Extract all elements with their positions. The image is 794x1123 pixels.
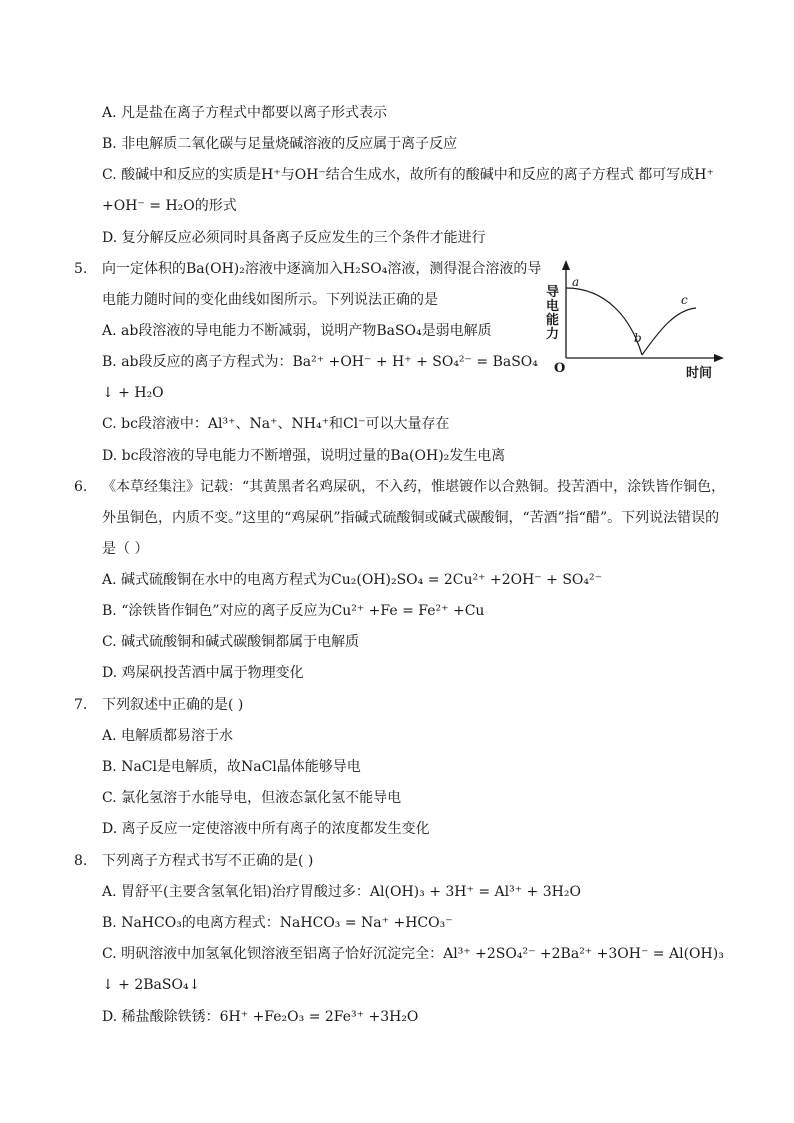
q4-option-c-cont: +OH⁻ = H₂O的形式 (102, 198, 237, 214)
q4-option-d: D. 复分解反应必须同时具备离子反应发生的三个条件才能进行 (102, 230, 486, 246)
graph-y-label-4: 力 (546, 327, 560, 342)
q5-stem-line1: 向一定体积的Ba(OH)₂溶液中逐滴加入H₂SO₄溶液，测得混合溶液的导 (102, 261, 542, 277)
graph-point-c: c (681, 293, 688, 307)
graph-x-label: 时间 (686, 366, 713, 381)
q7-stem: 下列叙述中正确的是( ) (102, 697, 244, 713)
q6-option-d: D. 鸡屎矾投苦酒中属于物理变化 (102, 665, 304, 681)
graph-y-label-1: 导 (546, 285, 560, 300)
graph-y-label-2: 电 (546, 299, 560, 314)
q5-option-b: B. ab段反应的离子方程式为：Ba²⁺ +OH⁻ + H⁺ + SO₄²⁻ = BaSO₄ (102, 354, 538, 370)
conductivity-graph (536, 258, 736, 383)
q8-option-a: A. 胃舒平(主要含氢氧化铝)治疗胃酸过多：Al(OH)₃ + 3H⁺ = Al³⁺ + 3H₂O (102, 884, 581, 900)
q5-option-b-cont: ↓ + H₂O (102, 385, 164, 401)
q5-stem-line2: 电能力随时间的变化曲线如图所示。下列说法正确的是 (102, 292, 438, 308)
q7-option-d: D. 离子反应一定使溶液中所有离子的浓度都发生变化 (102, 821, 430, 837)
q4-option-a: A. 凡是盐在离子方程式中都要以离子形式表示 (102, 105, 388, 121)
q8-option-d: D. 稀盐酸除铁锈：6H⁺ +Fe₂O₃ = 2Fe³⁺ +3H₂O (102, 1009, 419, 1025)
q5-option-d: D. bc段溶液的导电能力不断增强，说明过量的Ba(OH)₂发生电离 (102, 448, 506, 464)
q5-number: 5. (74, 261, 88, 277)
q8-number: 8. (74, 853, 88, 869)
q8-option-c: C. 明矾溶液中加氢氧化钡溶液至铝离子恰好沉淀完全：Al³⁺ +2SO₄²⁻ +2Ba²⁺ +3OH⁻ = Al(OH)₃ (102, 946, 724, 962)
graph-point-b: b (634, 331, 642, 345)
q8-stem: 下列离子方程式书写不正确的是( ) (102, 853, 314, 869)
q7-option-c: C. 氯化氢溶于水能导电，但液态氯化氢不能导电 (102, 790, 402, 806)
graph-curve-ab (566, 288, 642, 355)
graph-y-arrow (562, 260, 570, 270)
graph-curve-bc (642, 308, 696, 355)
q6-option-a: A. 碱式硫酸铜在水中的电离方程式为Cu₂(OH)₂SO₄ = 2Cu²⁺ +2OH⁻ + SO₄²⁻ (102, 572, 603, 588)
q7-option-a: A. 电解质都易溶于水 (102, 728, 234, 744)
q5-option-a: A. ab段溶液的导电能力不断减弱，说明产物BaSO₄是弱电解质 (102, 323, 492, 339)
q6-number: 6. (74, 479, 88, 495)
q5-option-c: C. bc段溶液中：Al³⁺、Na⁺、NH₄⁺和Cl⁻可以大量存在 (102, 416, 450, 432)
q4-option-b: B. 非电解质二氧化碳与足量烧碱溶液的反应属于离子反应 (102, 136, 458, 152)
q6-stem-line2: 外虽铜色，内质不变。”这里的“鸡屎矾”指碱式硫酸铜或碱式碳酸铜，“苦酒”指“醋”。下列说法错误的 (102, 510, 720, 526)
q6-option-b: B. “涂铁皆作铜色”对应的离子反应为Cu²⁺ +Fe = Fe²⁺ +Cu (102, 603, 485, 619)
q8-option-c-cont: ↓ + 2BaSO₄↓ (102, 977, 201, 993)
graph-y-label-3: 能 (546, 313, 560, 328)
q8-option-b: B. NaHCO₃的电离方程式：NaHCO₃ = Na⁺ +HCO₃⁻ (102, 915, 453, 931)
q7-number: 7. (74, 697, 88, 713)
q4-option-c: C. 酸碱中和反应的实质是H⁺与OH⁻结合生成水，故所有的酸碱中和反应的离子方程式 都可写成H⁺ (102, 167, 714, 183)
q6-stem-line1: 《本草经集注》记载：“其黄黑者名鸡屎矾，不入药，惟堪镀作以合熟铜。投苦酒中，涂铁皆作铜色， (102, 479, 726, 495)
q7-option-b: B. NaCl是电解质，故NaCl晶体能够导电 (102, 759, 361, 775)
graph-x-arrow (714, 354, 724, 362)
graph-origin-label: O (554, 361, 566, 376)
q6-option-c: C. 碱式硫酸铜和碱式碳酸铜都属于电解质 (102, 634, 360, 650)
q6-stem-line3: 是（ ） (102, 541, 149, 557)
graph-point-a: a (572, 275, 580, 289)
